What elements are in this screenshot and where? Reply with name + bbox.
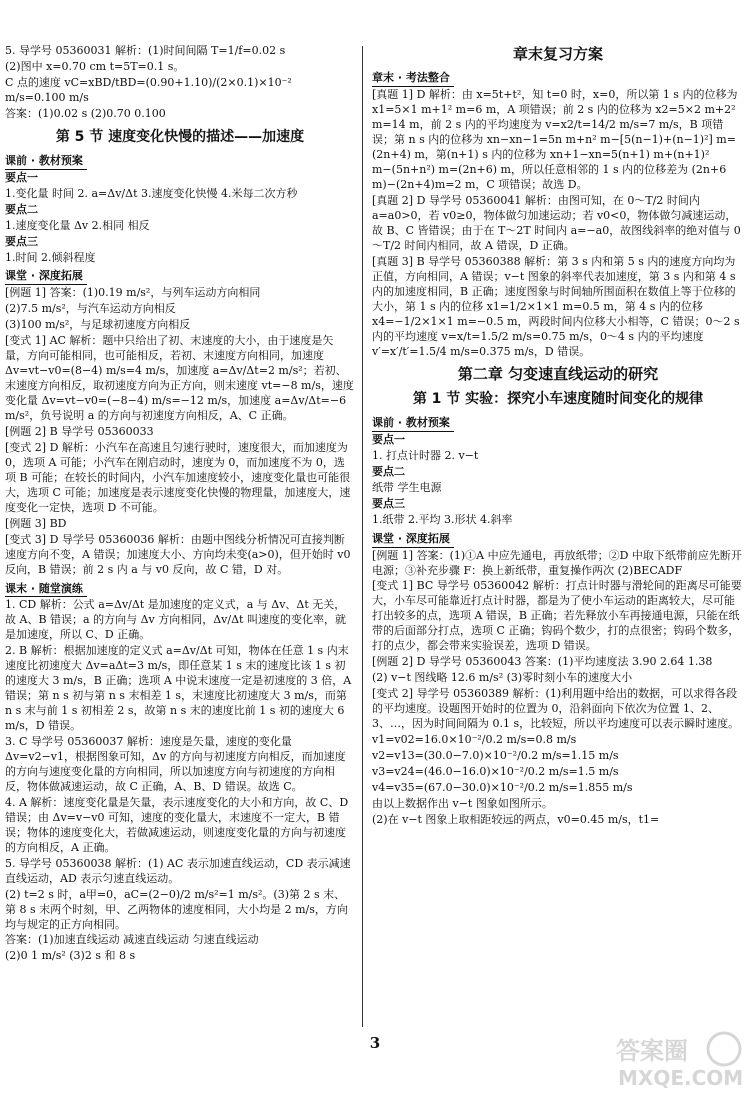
right_column-text-line: v4=v35=(67.0−30.0)×10⁻²/0.2 m/s=1.855 m/s: [372, 780, 633, 794]
right_column-text-line: v2=v13=(30.0−7.0)×10⁻²/0.2 m/s=1.15 m/s: [372, 748, 619, 762]
left_column-text-line: 1.时间 2.倾斜程度: [5, 250, 96, 264]
left_column-text-line: 5. 导学号 05360031 解析：(1)时间间隔 T=1/f=0.02 s: [5, 44, 286, 57]
right_column-point-heading: 要点二: [372, 464, 405, 478]
left_column-point-heading: 要点三: [5, 234, 38, 248]
right_column-text-line: [变式 2] 导学号 05360389 解析：(1)利用题中给出的数据，可以求得各段的平均速度。设题图开始时的位置为 0，沿斜面向下依次为位置 1、2、3、…，因为时间间隔为 0.1 s，比较短，所以平均速度可以表示瞬时速度。: [372, 687, 740, 731]
column-divider: [362, 46, 363, 1027]
right_column-text-line: (2)在 v−t 图象上取相距较远的两点，v0=0.45 m/s，t1=: [372, 812, 660, 826]
left_column-text-line: (2)7.5 m/s²，与汽车运动方向相反: [5, 302, 176, 316]
right_column-text-line: [例题 2] D 导学号 05360043 答案：(1)平均速度法 3.90 2.64 1.38: [372, 655, 713, 669]
right_column-review-title: 章末复习方案: [512, 45, 603, 63]
right_column-text-line: (2) v−t 图线略 12.6 m/s² (3)零时刻小车的速度大小: [372, 671, 633, 685]
right_column-text-line: [例题 1] 答案：(1)①A 中应先通电，再放纸带；②D 中取下纸带前应先断开电源；③补充步骤 F：换上新纸带，重复操作两次 (2)BECADF: [372, 548, 742, 577]
right_column-text-line: v1=v02=16.0×10⁻²/0.2 m/s=0.8 m/s: [372, 732, 577, 746]
left_column-text-line: [例题 3] BD: [5, 516, 67, 530]
left_column-point-heading: 要点一: [5, 170, 38, 184]
watermark-line1: 答案圈: [616, 1037, 688, 1065]
right_column-text-line: 1.纸带 2.平均 3.形状 4.斜率: [372, 512, 513, 526]
right_column-text-line: [真题 3] B 导学号 05360388 解析：第 3 s 内和第 5 s 内的速度方向均为正值，方向相同，A 错误；v−t 图象的斜率代表加速度，第 3 s 内和第 4 s 内的加速度相同，B 正确；速度图象与时间轴所围面积在数值上等于位移的大小，第 1 s 内的位移 x1=1/2×1×1 m=0.5 m，第 4 s 内的位移 x4=−1/2×1×1 m=−0.5 m，两段时间内位移大小相等，C 错误；0～2 s 内的平均速度 v=x/t=1.5/2 m/s=0.75 m/s，0～4 s 内的平均速度 v′=x′/t′=1.5/4 m/s=0.375 m/s，D 错误。: [372, 254, 740, 358]
left_column-text-line: 1.速度变化量 Δv 2.相同 相反: [5, 218, 150, 232]
right_column-text-line: [变式 1] BC 导学号 05360042 解析：打点计时器与滑轮间的距离尽可能要大，小车尽可能靠近打点计时器，都是为了使小车运动的距离较大，尽可能打出较多的点，选项 A 错误，B 正确；若先释放小车再接通电源，只能在纸带的后面部分打点，选项 C 正确；钩码个数少，打的点很密；钩码个数多，打的点少，都会带来实验误差，选项 D 错误。: [372, 579, 742, 653]
page-number: 3: [369, 1033, 381, 1052]
right_column-section-title: 第 1 节 实验：探究小车速度随时间变化的规律: [412, 390, 704, 407]
right_column-point-heading: 要点三: [372, 496, 405, 510]
right_column-text-line: 由以上数据作出 v−t 图象如图所示。: [372, 796, 553, 810]
left_column-text-line: 1. CD 解析：公式 a=Δv/Δt 是加速度的定义式，a 与 Δv、Δt 无关，故 A、B 错误；a 的方向与 Δv 方向相同，Δv/Δt 叫速度的变化率，就是加速度，所以 C、D 正确。: [5, 598, 346, 642]
left-column: [5, 44, 355, 1039]
right_column-subheading: 章末 · 考法整合: [372, 71, 454, 87]
right_column-text-line: [真题 2] D 导学号 05360041 解析：由图可知，在 0～T/2 时间内 a=a0>0，若 v0≥0，物体做匀加速运动；若 v0<0，物体做匀减速运动，故 B、C 皆错误；由于在 T～2T 时间内 a=−a0，故图线斜率的绝对值与 0～T/2 时间内相同，故 A 错误，D 正确。: [372, 194, 741, 252]
left_column-text-line: C 点的速度 vC=xBD/tBD=(0.90+1.10)/(2×0.1)×10⁻² m/s=0.100 m/s: [5, 75, 292, 104]
left_column-text-line: [例题 1] 答案：(1)0.19 m/s²，与列车运动方向相同: [5, 286, 261, 300]
left_column-subheading: 课前 · 教材预案: [5, 154, 87, 170]
right_column-subheading: 课堂 · 深度拓展: [372, 532, 454, 548]
left_column-text-line: [变式 1] AC 解析：题中只给出了初、末速度的大小，由于速度是矢量，方向可能相同，也可能相反，若初、末速度方向相同，加速度 Δv=vt−v0=(8−4) m/s=4 m/s，加速度 a=Δv/Δt=2 m/s²；若初、末速度方向相反，取初速度方向为正方向，则末速度 vt=−8 m/s，速度变化量 Δv=vt−v0=(−8−4) m/s=−12 m/s，加速度 a=Δv/Δt=−6 m/s²，负号说明 a 的方向与初速度方向相反，A、C 正确。: [5, 334, 354, 423]
right_column-text-line: v3=v24=(46.0−16.0)×10⁻²/0.2 m/s=1.5 m/s: [372, 764, 619, 778]
watermark-logo: [612, 1027, 744, 1091]
left_column-text-line: 4. A 解析：速度变化量是矢量，表示速度变化的大小和方向，故 C、D 错误；由 Δv=v−v0 可知，速度的变化量大，末速度不一定大，B 错误；物体的速度变化大，若做减速运动，则速度变化量的方向与初速度的方向相反，A 正确。: [5, 795, 349, 854]
left_column-text-line: (2)图中 x=0.70 cm t=5T=0.1 s。: [5, 59, 185, 73]
left_column-text-line: 5. 导学号 05360038 解析：(1) AC 表示加速直线运动，CD 表示减速直线运动，AD 表示匀速直线运动。: [5, 856, 351, 885]
right_column-text-line: 纸带 学生电源: [372, 480, 442, 494]
right_column-point-heading: 要点一: [372, 432, 405, 446]
left_column-text-line: [变式 3] D 导学号 05360036 解析：由题中图线分析情况可直接判断速度方向不变，A 错误；加速度大小、方向均未变(a>0)，但开始时 v0 反向，B 错误；前 2 s 内 a 与 v0 反向，故 C 错，D 对。: [5, 532, 351, 576]
right_column-text-line: [真题 1] D 解析：由 x=5t+t²，知 t=0 时，x=0，所以第 1 s 内的位移为 x1=5×1 m+1² m=6 m，A 项错误；前 2 s 内的位移为 x2=5×2 m+2² m=14 m，前 2 s 内的平均速度为 v=x2/t=14/2 m/s=7 m/s，B 项错误；第 n s 内的位移为 xn−xn−1=5n m+n² m−[5(n−1)+(n−1)²] m=(2n+4) m，第(n+1) s 内的位移为 xn+1−xn=5(n+1) m+(n+1)² m−(5n+n²) m=(2n+6) m，所以任意相邻的 1 s 内的位移差为 (2n+6 m)−(2n+4)m=2 m，C 项错误；故选 D。: [372, 88, 738, 192]
left_column-section-title: 第 5 节 速度变化快慢的描述——加速度: [55, 128, 305, 145]
left_column-text-line: [例题 2] B 导学号 05360033: [5, 425, 154, 438]
left_column-text-line: 答案：(1)0.02 s (2)0.70 0.100: [5, 106, 166, 120]
left_column-text-line: (2) t=2 s 时，a甲=0，aC=(2−0)/2 m/s²=1 m/s²。(3)第 2 s 末、第 8 s 末两个时刻，甲、乙两物体的速度相同，大小均是 2 m/s，方向均与规定的正方向相同。: [5, 887, 348, 931]
left_column-text-line: (2)0 1 m/s² (3)2 s 和 8 s: [5, 949, 136, 963]
left_column-subheading: 课末 · 随堂演练: [5, 582, 87, 598]
left_column-text-line: 答案：(1)加速直线运动 减速直线运动 匀速直线运动: [5, 933, 259, 947]
left_column-subheading: 课堂 · 深度拓展: [5, 269, 87, 285]
left_column-text-line: 1.变化量 时间 2. a=Δv/Δt 3.速度变化快慢 4.米每二次方秒: [5, 186, 298, 200]
right-column: [372, 44, 744, 1039]
right_column-subheading: 课前 · 教材预案: [372, 416, 454, 432]
right_column-chapter-title: 第二章 匀变速直线运动的研究: [457, 364, 659, 383]
left_column-text-line: (3)100 m/s²，与足球初速度方向相反: [5, 318, 191, 332]
left_column-point-heading: 要点二: [5, 202, 38, 216]
left_column-text-line: 2. B 解析：根据加速度的定义式 a=Δv/Δt 可知，物体在任意 1 s 内末速度比初速度大 Δv=aΔt=3 m/s，即任意某 1 s 末的速度比该 1 s 初的速度大 3 m/s，B 正确；选项 A 中说末速度一定是初速度的 3 倍，A 错误；第 n s 初与第 n s 末相差 1 s，末速度比初速度大 3 m/s，而第 n s 末与前 1 s 初相差 2 s，故第 n s 末的速度比前 1 s 初的速度大 6 m/s，D 错误。: [5, 644, 352, 733]
left_column-text-line: [变式 2] D 解析：小汽车在高速且匀速行驶时，速度很大，而加速度为 0，选项 A 可能；小汽车在刚启动时，速度为 0，而加速度不为 0，选项 B 可能；在较长的时间内，小汽车加速度较小，速度变化量也可能很大，选项 C 可能；加速度是表示速度变化快慢的物理量，加速度大，速度变化一定快，选项 D 不可能。: [5, 440, 351, 514]
right_column-text-line: 1. 打点计时器 2. v−t: [372, 448, 479, 462]
watermark-line2: MXQE.COM: [618, 1066, 744, 1090]
left_column-text-line: 3. C 导学号 05360037 解析：速度是矢量，速度的变化量 Δv=v2−v1，根据图象可知，Δv 的方向与初速度方向相反，而加速度的方向与速度变化量的方向相同，所以加速度方向与初速度的方向相反，物体做减速运动，故 C 正确，A、B、D 错误。故选 C。: [5, 735, 346, 793]
